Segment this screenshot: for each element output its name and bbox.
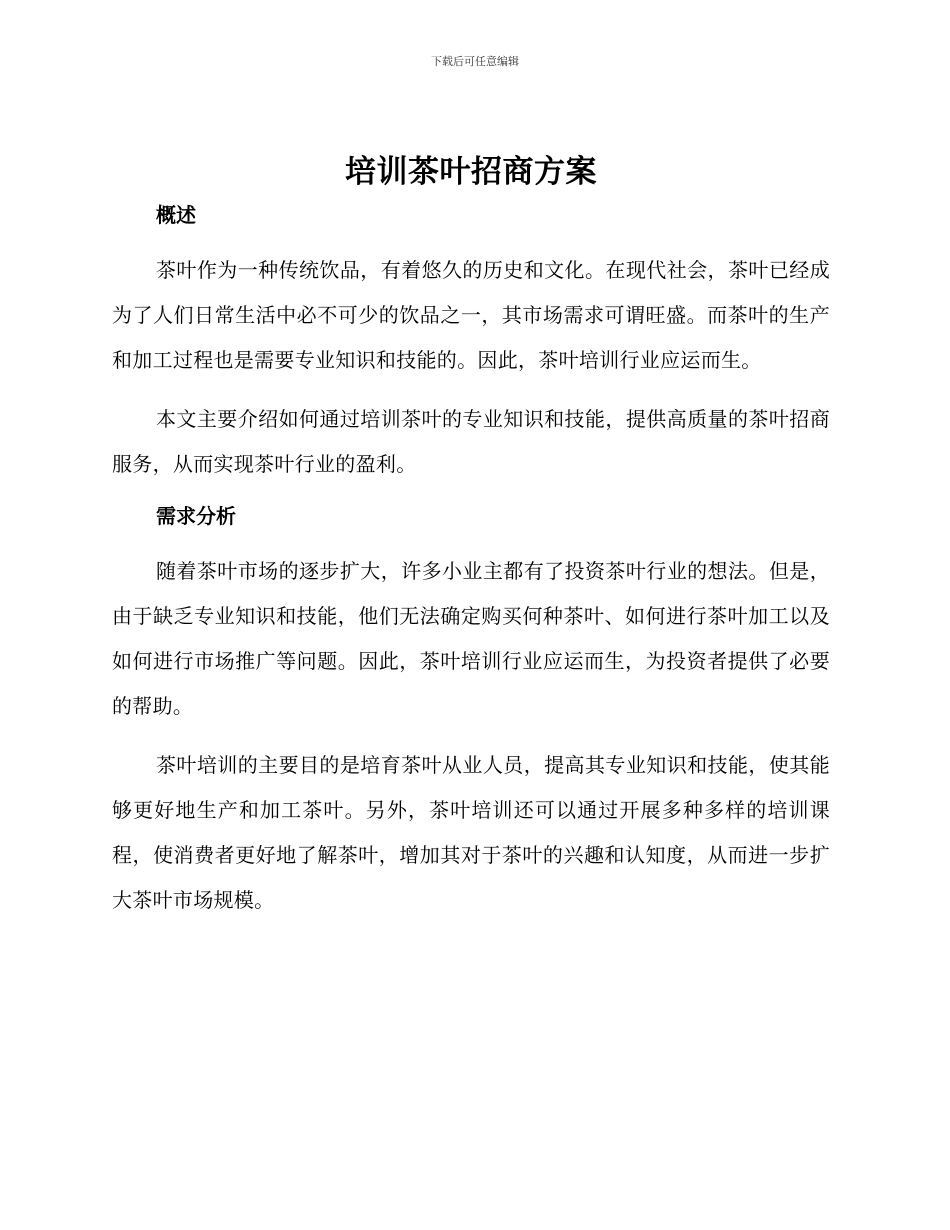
- section-heading-overview: 概述: [156, 203, 196, 227]
- paragraph: 本文主要介绍如何通过培训茶叶的专业知识和技能，提供高质量的茶叶招商服务，从而实现茶叶行业的盈利。: [112, 407, 830, 476]
- document-title: 培训茶叶招商方案: [345, 154, 597, 190]
- section-overview: [112, 200, 830, 487]
- paragraph: 茶叶培训的主要目的是培育茶叶从业人员，提高其专业知识和技能，使其能够更好地生产和加工茶叶。另外，茶叶培训还可以通过开展多种多样的培训课程，使消费者更好地了解茶叶，增加其对于茶叶的兴趣和认知度，从而进一步扩大茶叶市场规模。: [112, 753, 830, 912]
- section-demand-analysis: [112, 501, 830, 923]
- page-header-note: 下载后可任意编辑: [431, 55, 519, 68]
- paragraph: 随着茶叶市场的逐步扩大，许多小业主都有了投资茶叶行业的想法。但是，由于缺乏专业知识和技能，他们无法确定购买何种茶叶、如何进行茶叶加工以及如何进行市场推广等问题。因此，茶叶培训行业应运而生，为投资者提供了必要的帮助。: [112, 559, 830, 718]
- document-content: [112, 150, 830, 923]
- paragraph: 茶叶作为一种传统饮品，有着悠久的历史和文化。在现代社会，茶叶已经成为了人们日常生活中必不可少的饮品之一，其市场需求可谓旺盛。而茶叶的生产和加工过程也是需要专业知识和技能的。因此，茶叶培训行业应运而生。: [112, 258, 830, 372]
- section-heading-demand-analysis: 需求分析: [156, 504, 236, 528]
